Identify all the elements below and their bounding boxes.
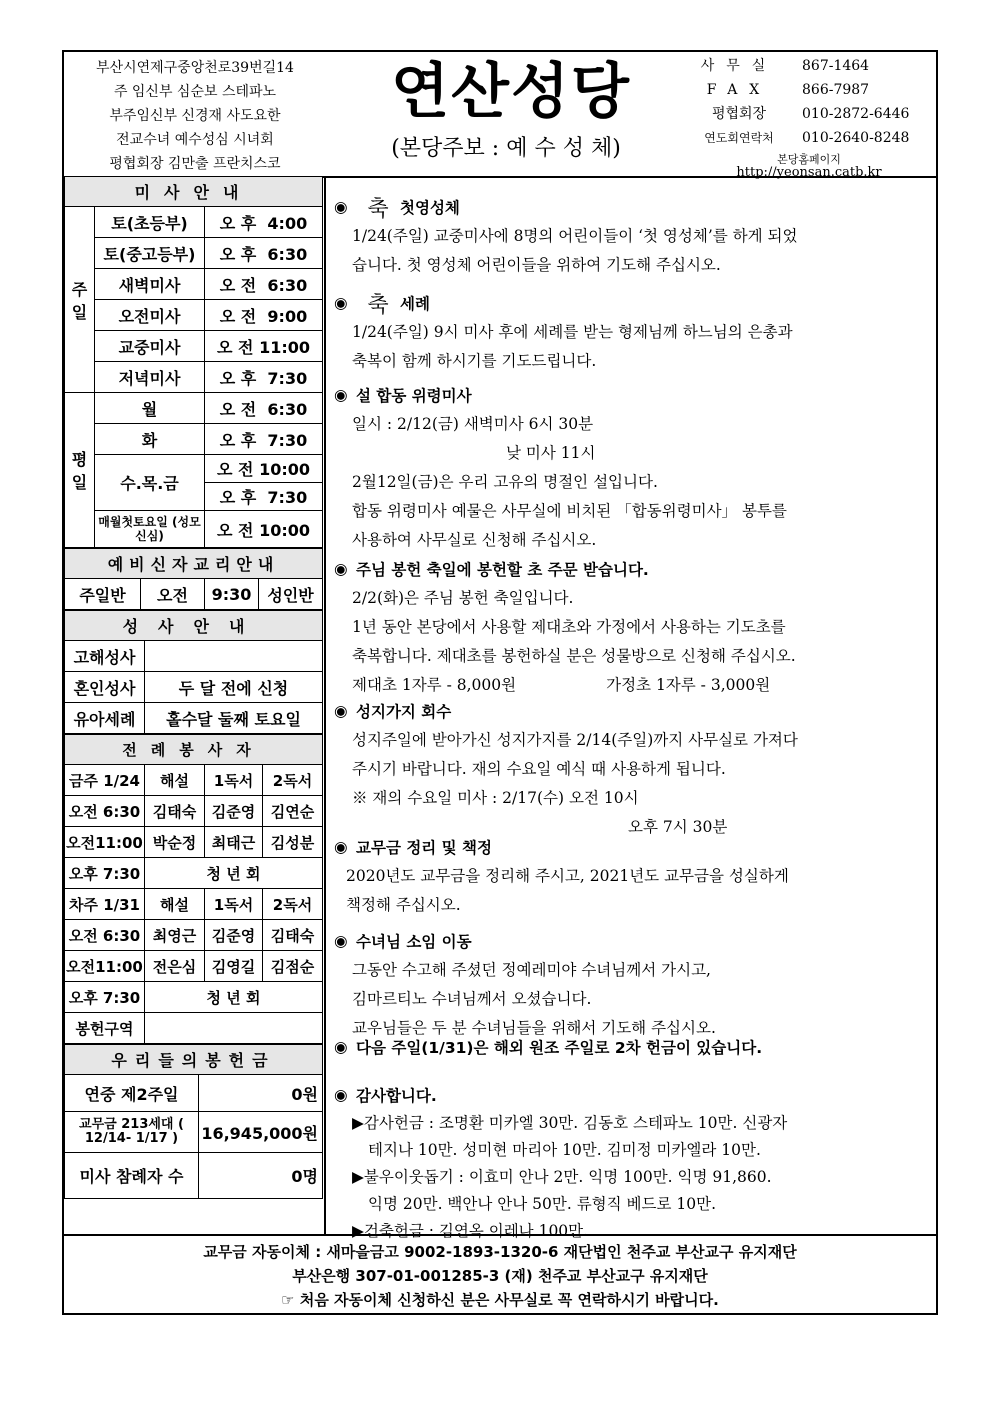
catechumen-class: 주일반: [65, 579, 141, 610]
council-president-line: 평협회장 김만출 프란치스코: [109, 156, 281, 172]
bulletin-header: [64, 52, 936, 178]
mass-time: 오 전 10:00: [205, 455, 323, 483]
minister-name: 김연순: [263, 796, 323, 827]
news-line: 주시기 바랍니다. 재의 수요일 예식 때 사용하게 됩니다.: [352, 760, 726, 778]
ministry-heading: 전례봉사자: [65, 735, 323, 765]
minister-name: 박순정: [145, 827, 205, 858]
weekday-label: 평일: [65, 393, 95, 548]
offering-value: 16,945,000원: [199, 1112, 323, 1153]
marriage-note: 두 달 전에 신청: [145, 672, 323, 703]
minister-name: 김태숙: [263, 920, 323, 951]
offering-label: 연중 제2주일: [65, 1075, 199, 1112]
mass-time: 오 후 6:30: [205, 238, 323, 269]
news-item-first-communion: [326, 192, 936, 280]
news-title: 첫영성체: [400, 199, 460, 217]
news-item-candle-order: [326, 554, 936, 700]
week-label: 차주 1/31: [65, 889, 145, 920]
candle-price-altar: 제대초 1자루 - 8,000원: [352, 676, 517, 694]
assistant-pastor-line: 부주임신부 신경재 사도요한: [109, 108, 281, 124]
catechumen-table: [64, 548, 323, 610]
news-section: [326, 176, 936, 1240]
mass-time: 오 전 9:00: [205, 300, 323, 331]
news-item-tithe: [326, 832, 936, 920]
news-line: 책정해 주십시오.: [346, 896, 461, 914]
bank-account-line: 부산은행 307-01-001285-3 (재) 천주교 부산교구 유지재단: [292, 1267, 708, 1285]
minister-name: 김성분: [263, 827, 323, 858]
mass-time: 오 전 10:00: [205, 511, 323, 548]
mass-schedule-table: [64, 176, 323, 548]
minister-name: 최태근: [205, 827, 263, 858]
mass-name: 토(초등부): [95, 207, 205, 238]
bullet-icon: ◉: [334, 1086, 348, 1104]
news-line: 1년 동안 본당에서 사용할 제대초와 가정에서 사용하는 기도초를: [352, 618, 786, 636]
news-title-row: [326, 554, 936, 584]
minister-name: 김점순: [263, 951, 323, 982]
col-header: 2독서: [263, 765, 323, 796]
mass-name: 저녁미사: [95, 362, 205, 393]
col-header: 해설: [145, 765, 205, 796]
news-line: 2/2(화)은 주님 봉헌 축일입니다.: [352, 589, 574, 607]
contact-memorial: 연도회연락처 010-2640-8248: [704, 130, 910, 146]
news-line: 2월12일(금)은 우리 고유의 명절인 설입니다.: [352, 473, 658, 491]
baptism-label: 유아세례: [65, 703, 145, 734]
contact-council: 평협회장 010-2872-6446: [711, 106, 910, 122]
news-line: 익명 20만. 백안나 안나 50만. 류형직 베드로 10만.: [368, 1195, 717, 1213]
news-line: 1/24(주일) 교중미사에 8명의 어린이들이 ‘첫 영성체’를 하게 되었: [352, 227, 798, 245]
minister-name: 김영길: [205, 951, 263, 982]
catechumen-ampm: 오전: [141, 579, 205, 610]
news-line: 축복합니다. 제대초를 봉헌하실 분은 성물방으로 신청해 주십시오.: [352, 647, 796, 665]
minister-group: 청 년 회: [145, 858, 323, 889]
news-line: 합동 위령미사 예물은 사무실에 비치된 「합동위령미사」 봉투를: [352, 502, 787, 520]
page-title: 연산성당: [391, 57, 631, 127]
news-title: 교무금 정리 및 책정: [356, 839, 492, 857]
mass-time: 오 후 4:00: [205, 207, 323, 238]
ministry-table: [64, 734, 323, 1044]
news-title-row: [326, 832, 936, 862]
mass-name: 월: [95, 393, 205, 424]
news-title: 감사합니다.: [356, 1087, 437, 1105]
col-header: 1독서: [205, 889, 263, 920]
news-title-row: [326, 696, 936, 726]
news-line: 성지주일에 받아가신 성지가지를 2/14(주일)까지 사무실로 가져다: [352, 731, 798, 749]
news-line: ▶불우이웃돕기 : 이효미 안나 2만. 익명 100만. 익명 91,860.: [352, 1168, 772, 1186]
homepage-link[interactable]: http://yeonsan.catb.kr: [736, 165, 882, 180]
news-line: 오후 7시 30분: [628, 818, 728, 836]
offering-area-value: [145, 1013, 323, 1044]
mass-heading: 미사안내: [65, 177, 323, 207]
news-title: 설 합동 위령미사: [356, 387, 472, 405]
bullet-icon: ◉: [334, 386, 348, 404]
news-title-row: [326, 1032, 936, 1062]
mass-name: 교중미사: [95, 331, 205, 362]
news-title: 수녀님 소임 이동: [356, 933, 472, 951]
news-title: 주님 봉헌 축일에 봉헌할 초 주문 받습니다.: [356, 561, 649, 579]
confession-label: 고해성사: [65, 641, 145, 672]
contact-office: 사무실 867-1464: [700, 58, 870, 74]
left-sidebar: [64, 176, 326, 1234]
news-item-thanks: [326, 1080, 936, 1245]
mass-name: 화: [95, 424, 205, 455]
news-title: 다음 주일(1/31)은 해외 원조 주일로 2차 헌금이 있습니다.: [356, 1039, 763, 1057]
contact-info: [684, 54, 934, 180]
news-line: 습니다. 첫 영성체 어린이들을 위하여 기도해 주십시오.: [352, 256, 721, 274]
mass-time-cell: 오후 7:30: [65, 858, 145, 889]
news-title: 세례: [400, 295, 430, 313]
mass-time: 오 전 6:30: [205, 393, 323, 424]
marriage-label: 혼인성사: [65, 672, 145, 703]
mass-name: 새벽미사: [95, 269, 205, 300]
minister-name: 김준영: [205, 796, 263, 827]
news-item-memorial-mass: [326, 380, 936, 555]
mass-time: 오 전 11:00: [205, 331, 323, 362]
offering-heading: 우리들의봉헌금: [65, 1045, 323, 1075]
sisters-line: 전교수녀 예수성심 시녀회: [116, 132, 274, 148]
pastor-line: 주 임신부 심순보 스테파노: [113, 84, 277, 100]
news-line: 낮 미사 11시: [506, 444, 596, 462]
mass-time: 오 전 6:30: [205, 269, 323, 300]
celebration-badge-icon: 축: [367, 196, 389, 222]
auto-transfer-line: 교무금 자동이체 : 새마을금고 9002-1893-1320-6 재단법인 천주교 부산교구 유지재단: [203, 1243, 797, 1261]
news-line: 사용하여 사무실로 신청해 주십시오.: [352, 531, 597, 549]
bullet-icon: ◉: [334, 702, 348, 720]
offering-label: 교무금 213세대 ( 12/14- 1/17 ): [65, 1112, 199, 1153]
mass-name: 매월첫토요일 (성모신심): [95, 511, 205, 548]
news-title: 성지가지 회수: [356, 703, 452, 721]
mass-name: 수.목.금: [95, 455, 205, 511]
mass-time-cell: 오후 7:30: [65, 982, 145, 1013]
minister-name: 최영근: [145, 920, 205, 951]
contact-notice-line: ☞ 처음 자동이체 신청하신 분은 사무실로 꼭 연락하시기 바랍니다.: [281, 1291, 719, 1309]
offering-value: 0명: [199, 1153, 323, 1199]
news-title-row: [326, 380, 936, 410]
candle-price-home: 가정초 1자루 - 3,000원: [606, 676, 771, 694]
news-line: ▶감사헌금 : 조명환 미카엘 30만. 김동호 스테파노 10만. 신광자: [352, 1114, 788, 1132]
sunday-label: 주일: [65, 207, 95, 393]
mass-time: 오 후 7:30: [205, 362, 323, 393]
bulletin-footer: [64, 1234, 936, 1315]
baptism-note: 홀수달 둘째 토요일: [145, 703, 323, 734]
news-title-row: [326, 926, 936, 956]
col-header: 1독서: [205, 765, 263, 796]
minister-name: 전은심: [145, 951, 205, 982]
catechumen-time: 9:30: [205, 579, 259, 610]
news-item-sisters: [326, 926, 936, 1043]
mass-time-cell: 오전11:00: [65, 951, 145, 982]
celebration-badge-icon: 축: [367, 292, 389, 318]
page-subtitle: (본당주보 : 예 수 성 체): [391, 136, 621, 161]
catechumen-target: 성인반: [259, 579, 323, 610]
news-title-row: [326, 192, 936, 222]
news-item-palm-branches: [326, 696, 936, 842]
homepage-label: 본당홈페이지: [777, 153, 841, 166]
offering-area-label: 봉헌구역: [65, 1013, 145, 1044]
news-title-row: [326, 1080, 936, 1110]
week-label: 금주 1/24: [65, 765, 145, 796]
news-line: 김마르티노 수녀님께서 오셨습니다.: [352, 990, 592, 1008]
news-line: ▶건축헌금 : 김연옥 이레나 100만.: [352, 1222, 589, 1240]
offering-label: 미사 참례자 수: [65, 1153, 199, 1199]
news-title-row: [326, 288, 936, 318]
minister-name: 김태숙: [145, 796, 205, 827]
news-line: 교우님들은 두 분 수녀님들을 위해서 기도해 주십시오.: [352, 1019, 716, 1037]
bullet-icon: ◉: [334, 294, 348, 312]
offering-value: 0원: [199, 1075, 323, 1112]
col-header: 2독서: [263, 889, 323, 920]
news-line: 축복이 함께 하시기를 기도드립니다.: [352, 352, 597, 370]
news-item-baptism: [326, 288, 936, 376]
bullet-icon: ◉: [334, 1038, 348, 1056]
news-line: 일시 : 2/12(금) 새벽미사 6시 30분: [352, 415, 594, 433]
mass-time-cell: 오전 6:30: [65, 796, 145, 827]
bullet-icon: ◉: [334, 560, 348, 578]
catechumen-heading: 예비신자교리안내: [65, 549, 323, 579]
bullet-icon: ◉: [334, 932, 348, 950]
mass-name: 오전미사: [95, 300, 205, 331]
mass-time: 오 후 7:30: [205, 424, 323, 455]
mass-time-cell: 오전 6:30: [65, 920, 145, 951]
news-item-second-collection: [326, 1032, 936, 1062]
parish-info: [70, 56, 320, 176]
bullet-icon: ◉: [334, 198, 348, 216]
mass-time-cell: 오전11:00: [65, 827, 145, 858]
news-line: 테지나 10만. 성미현 마리아 10만. 김미정 미카엘라 10만.: [368, 1141, 761, 1159]
news-line: 2020년도 교무금을 정리해 주시고, 2021년도 교무금을 성실하게: [346, 867, 789, 885]
minister-name: 김준영: [205, 920, 263, 951]
news-line: ※ 재의 수요일 미사 : 2/17(수) 오전 10시: [352, 789, 639, 807]
col-header: 해설: [145, 889, 205, 920]
bulletin-page: [62, 50, 938, 1315]
sacrament-table: [64, 610, 323, 734]
parish-address: 부산시연제구중앙천로39번길14: [96, 60, 294, 76]
bullet-icon: ◉: [334, 838, 348, 856]
sacrament-heading: 성사안내: [65, 611, 323, 641]
contact-fax: FAX 866-7987: [706, 82, 870, 98]
news-line: 1/24(주일) 9시 미사 후에 세례를 받는 형제님께 하느님의 은총과: [352, 323, 793, 341]
news-line: 그동안 수고해 주셨던 정예레미야 수녀님께서 가시고,: [352, 961, 711, 979]
confession-note: [145, 641, 323, 672]
offering-table: [64, 1044, 323, 1199]
minister-group: 청 년 회: [145, 982, 323, 1013]
mass-time: 오 후 7:30: [205, 483, 323, 511]
mass-name: 토(중고등부): [95, 238, 205, 269]
